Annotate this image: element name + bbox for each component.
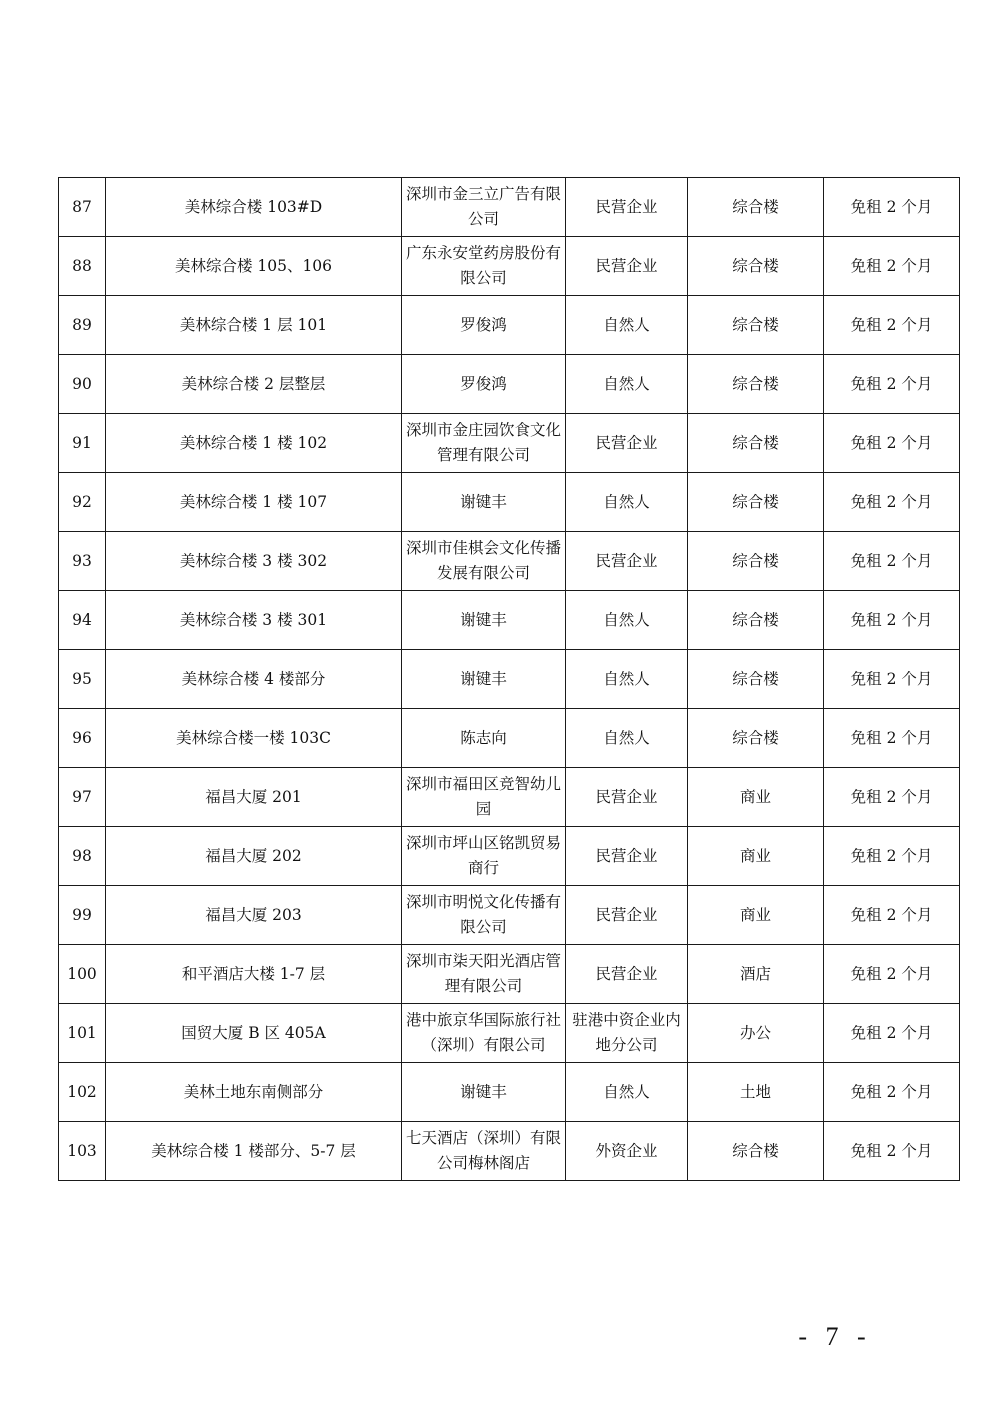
row-number-cell: 94 bbox=[59, 591, 106, 650]
table-row bbox=[59, 296, 960, 355]
lessee-type-cell: 自然人 bbox=[566, 650, 688, 709]
property-usage-cell: 综合楼 bbox=[688, 296, 824, 355]
table-body bbox=[59, 178, 960, 1181]
property-location-cell: 美林综合楼 4 楼部分 bbox=[106, 650, 402, 709]
property-location-cell: 和平酒店大楼 1-7 层 bbox=[106, 945, 402, 1004]
row-number-cell: 88 bbox=[59, 237, 106, 296]
property-location-cell: 美林综合楼一楼 103C bbox=[106, 709, 402, 768]
lessee-type-cell: 民营企业 bbox=[566, 945, 688, 1004]
property-usage-cell: 综合楼 bbox=[688, 178, 824, 237]
row-number-cell: 103 bbox=[59, 1122, 106, 1181]
row-number-cell: 95 bbox=[59, 650, 106, 709]
property-usage-cell: 商业 bbox=[688, 827, 824, 886]
property-usage-cell: 综合楼 bbox=[688, 414, 824, 473]
lessee-name-cell: 罗俊鸿 bbox=[402, 296, 566, 355]
rent-relief-cell: 免租 2 个月 bbox=[824, 1063, 960, 1122]
property-location-cell: 美林综合楼 1 楼 107 bbox=[106, 473, 402, 532]
property-location-cell: 美林综合楼 105、106 bbox=[106, 237, 402, 296]
lessee-name-cell: 谢键丰 bbox=[402, 591, 566, 650]
lessee-type-cell: 自然人 bbox=[566, 591, 688, 650]
property-usage-cell: 商业 bbox=[688, 886, 824, 945]
rent-relief-cell: 免租 2 个月 bbox=[824, 414, 960, 473]
lessee-type-cell: 驻港中资企业内地分公司 bbox=[566, 1004, 688, 1063]
row-number-cell: 92 bbox=[59, 473, 106, 532]
lessee-name-cell: 七天酒店（深圳）有限公司梅林阁店 bbox=[402, 1122, 566, 1181]
property-location-cell: 福昌大厦 202 bbox=[106, 827, 402, 886]
table-row bbox=[59, 1063, 960, 1122]
lessee-name-cell: 深圳市金三立广告有限公司 bbox=[402, 178, 566, 237]
rent-relief-cell: 免租 2 个月 bbox=[824, 178, 960, 237]
property-usage-cell: 综合楼 bbox=[688, 532, 824, 591]
row-number-cell: 96 bbox=[59, 709, 106, 768]
property-location-cell: 美林土地东南侧部分 bbox=[106, 1063, 402, 1122]
lessee-name-cell: 陈志向 bbox=[402, 709, 566, 768]
page-number: - 7 - bbox=[798, 1322, 872, 1351]
lessee-name-cell: 深圳市明悦文化传播有限公司 bbox=[402, 886, 566, 945]
property-usage-cell: 土地 bbox=[688, 1063, 824, 1122]
property-location-cell: 福昌大厦 203 bbox=[106, 886, 402, 945]
property-location-cell: 美林综合楼 1 层 101 bbox=[106, 296, 402, 355]
lessee-type-cell: 民营企业 bbox=[566, 178, 688, 237]
row-number-cell: 98 bbox=[59, 827, 106, 886]
property-location-cell: 国贸大厦 B 区 405A bbox=[106, 1004, 402, 1063]
property-usage-cell: 综合楼 bbox=[688, 1122, 824, 1181]
row-number-cell: 102 bbox=[59, 1063, 106, 1122]
rent-relief-cell: 免租 2 个月 bbox=[824, 827, 960, 886]
property-usage-cell: 综合楼 bbox=[688, 355, 824, 414]
table-row bbox=[59, 591, 960, 650]
table-row bbox=[59, 768, 960, 827]
property-location-cell: 美林综合楼 2 层整层 bbox=[106, 355, 402, 414]
table-row bbox=[59, 1004, 960, 1063]
property-usage-cell: 办公 bbox=[688, 1004, 824, 1063]
lessee-name-cell: 深圳市佳棋会文化传播发展有限公司 bbox=[402, 532, 566, 591]
rent-relief-cell: 免租 2 个月 bbox=[824, 650, 960, 709]
rent-relief-cell: 免租 2 个月 bbox=[824, 768, 960, 827]
lessee-type-cell: 自然人 bbox=[566, 355, 688, 414]
row-number-cell: 89 bbox=[59, 296, 106, 355]
lessee-name-cell: 谢键丰 bbox=[402, 473, 566, 532]
table-row bbox=[59, 886, 960, 945]
lessee-name-cell: 谢键丰 bbox=[402, 1063, 566, 1122]
lessee-type-cell: 民营企业 bbox=[566, 827, 688, 886]
property-usage-cell: 综合楼 bbox=[688, 650, 824, 709]
table-row bbox=[59, 709, 960, 768]
rent-relief-cell: 免租 2 个月 bbox=[824, 945, 960, 1004]
property-usage-cell: 综合楼 bbox=[688, 237, 824, 296]
lessee-type-cell: 民营企业 bbox=[566, 532, 688, 591]
property-usage-cell: 酒店 bbox=[688, 945, 824, 1004]
lessee-type-cell: 民营企业 bbox=[566, 237, 688, 296]
lessee-name-cell: 谢键丰 bbox=[402, 650, 566, 709]
rent-relief-cell: 免租 2 个月 bbox=[824, 1122, 960, 1181]
row-number-cell: 100 bbox=[59, 945, 106, 1004]
table-row bbox=[59, 532, 960, 591]
row-number-cell: 93 bbox=[59, 532, 106, 591]
lessee-type-cell: 外资企业 bbox=[566, 1122, 688, 1181]
rent-relief-cell: 免租 2 个月 bbox=[824, 591, 960, 650]
row-number-cell: 90 bbox=[59, 355, 106, 414]
row-number-cell: 91 bbox=[59, 414, 106, 473]
lessee-name-cell: 港中旅京华国际旅行社（深圳）有限公司 bbox=[402, 1004, 566, 1063]
rent-relief-cell: 免租 2 个月 bbox=[824, 296, 960, 355]
rent-relief-cell: 免租 2 个月 bbox=[824, 355, 960, 414]
property-location-cell: 美林综合楼 103#D bbox=[106, 178, 402, 237]
lessee-name-cell: 罗俊鸿 bbox=[402, 355, 566, 414]
lessee-name-cell: 深圳市坪山区铭凯贸易商行 bbox=[402, 827, 566, 886]
property-usage-cell: 商业 bbox=[688, 768, 824, 827]
rent-relief-cell: 免租 2 个月 bbox=[824, 237, 960, 296]
lessee-type-cell: 民营企业 bbox=[566, 414, 688, 473]
lessee-type-cell: 自然人 bbox=[566, 296, 688, 355]
lessee-name-cell: 广东永安堂药房股份有限公司 bbox=[402, 237, 566, 296]
lessee-type-cell: 自然人 bbox=[566, 709, 688, 768]
lessee-type-cell: 自然人 bbox=[566, 473, 688, 532]
property-usage-cell: 综合楼 bbox=[688, 709, 824, 768]
lessee-name-cell: 深圳市柒天阳光酒店管理有限公司 bbox=[402, 945, 566, 1004]
lessee-type-cell: 民营企业 bbox=[566, 768, 688, 827]
lessee-name-cell: 深圳市福田区竞智幼儿园 bbox=[402, 768, 566, 827]
property-location-cell: 美林综合楼 3 楼 302 bbox=[106, 532, 402, 591]
row-number-cell: 97 bbox=[59, 768, 106, 827]
table-row bbox=[59, 827, 960, 886]
row-number-cell: 87 bbox=[59, 178, 106, 237]
property-usage-cell: 综合楼 bbox=[688, 591, 824, 650]
rent-relief-cell: 免租 2 个月 bbox=[824, 473, 960, 532]
property-location-cell: 福昌大厦 201 bbox=[106, 768, 402, 827]
table-row bbox=[59, 355, 960, 414]
table-row bbox=[59, 178, 960, 237]
lessee-type-cell: 民营企业 bbox=[566, 886, 688, 945]
table-row bbox=[59, 237, 960, 296]
rent-relief-cell: 免租 2 个月 bbox=[824, 1004, 960, 1063]
lease-table bbox=[58, 177, 960, 1181]
table-row bbox=[59, 945, 960, 1004]
rent-relief-cell: 免租 2 个月 bbox=[824, 886, 960, 945]
table-row bbox=[59, 473, 960, 532]
table-row bbox=[59, 1122, 960, 1181]
property-location-cell: 美林综合楼 1 楼部分、5-7 层 bbox=[106, 1122, 402, 1181]
rent-relief-cell: 免租 2 个月 bbox=[824, 709, 960, 768]
property-location-cell: 美林综合楼 1 楼 102 bbox=[106, 414, 402, 473]
row-number-cell: 101 bbox=[59, 1004, 106, 1063]
row-number-cell: 99 bbox=[59, 886, 106, 945]
property-usage-cell: 综合楼 bbox=[688, 473, 824, 532]
lessee-type-cell: 自然人 bbox=[566, 1063, 688, 1122]
property-location-cell: 美林综合楼 3 楼 301 bbox=[106, 591, 402, 650]
rent-relief-cell: 免租 2 个月 bbox=[824, 532, 960, 591]
table-row bbox=[59, 414, 960, 473]
table-row bbox=[59, 650, 960, 709]
lessee-name-cell: 深圳市金庄园饮食文化管理有限公司 bbox=[402, 414, 566, 473]
lease-table-container bbox=[58, 177, 959, 1181]
